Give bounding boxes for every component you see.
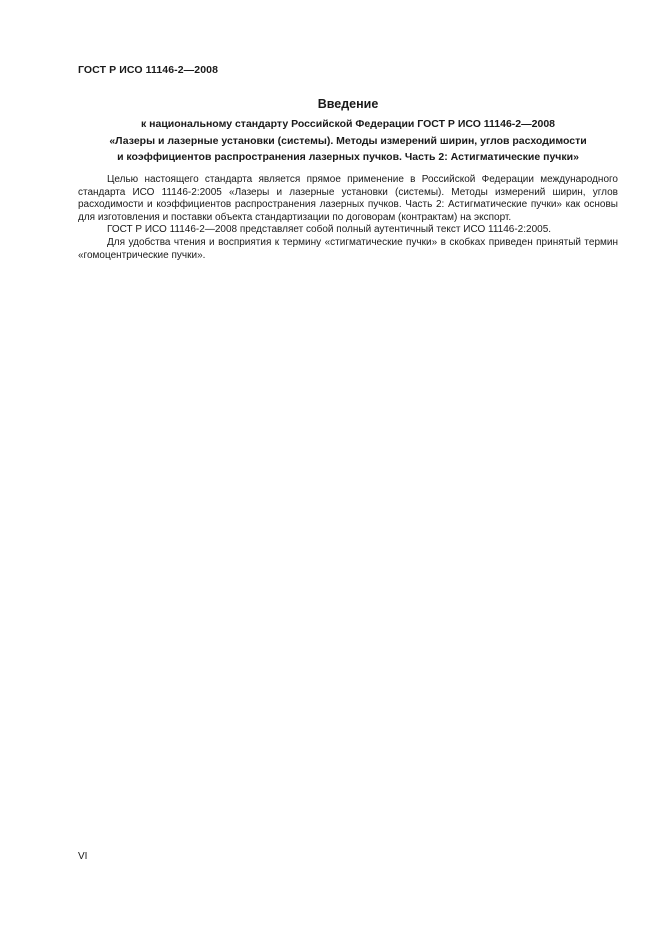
subtitle-line: «Лазеры и лазерные установки (системы). Методы измерений ширин, углов расходимости <box>109 134 587 147</box>
introduction-title: Введение <box>317 97 379 111</box>
subtitle-line: к национальному стандарту Российской Федерации ГОСТ Р ИСО 11146-2—2008 <box>140 118 556 130</box>
subtitle-line: и коэффициентов распространения лазерных пучков. Часть 2: Астигматические пучки» <box>117 151 579 163</box>
paragraph-authentic-text: ГОСТ Р ИСО 11146-2—2008 представляет собой полный аутентичный текст ИСО 11146-2:2005. <box>107 224 552 236</box>
page-number: VI <box>78 851 88 862</box>
introduction-subtitle <box>78 116 618 166</box>
introduction-body <box>78 174 618 262</box>
paragraph-purpose: Целью настоящего стандарта является прямое применение в Российской Федерации международного стандарта ИСО 11146-2:2005 «Лазеры и лазерные установки (системы). Методы измерений ширин, углов расходимости и коэффициентов распространения лазерных пучков. Часть 2: Астигматические пучки» как основы для изготовления и поставки объекта стандартизации по договорам (контрактам) на экспорт. <box>78 174 618 223</box>
running-header: ГОСТ Р ИСО 11146-2—2008 <box>78 64 219 76</box>
paragraph-terminology: Для удобства чтения и восприятия к термину «стигматические пучки» в скобках приведен принятый термин «гомоцентрические пучки». <box>78 236 618 261</box>
